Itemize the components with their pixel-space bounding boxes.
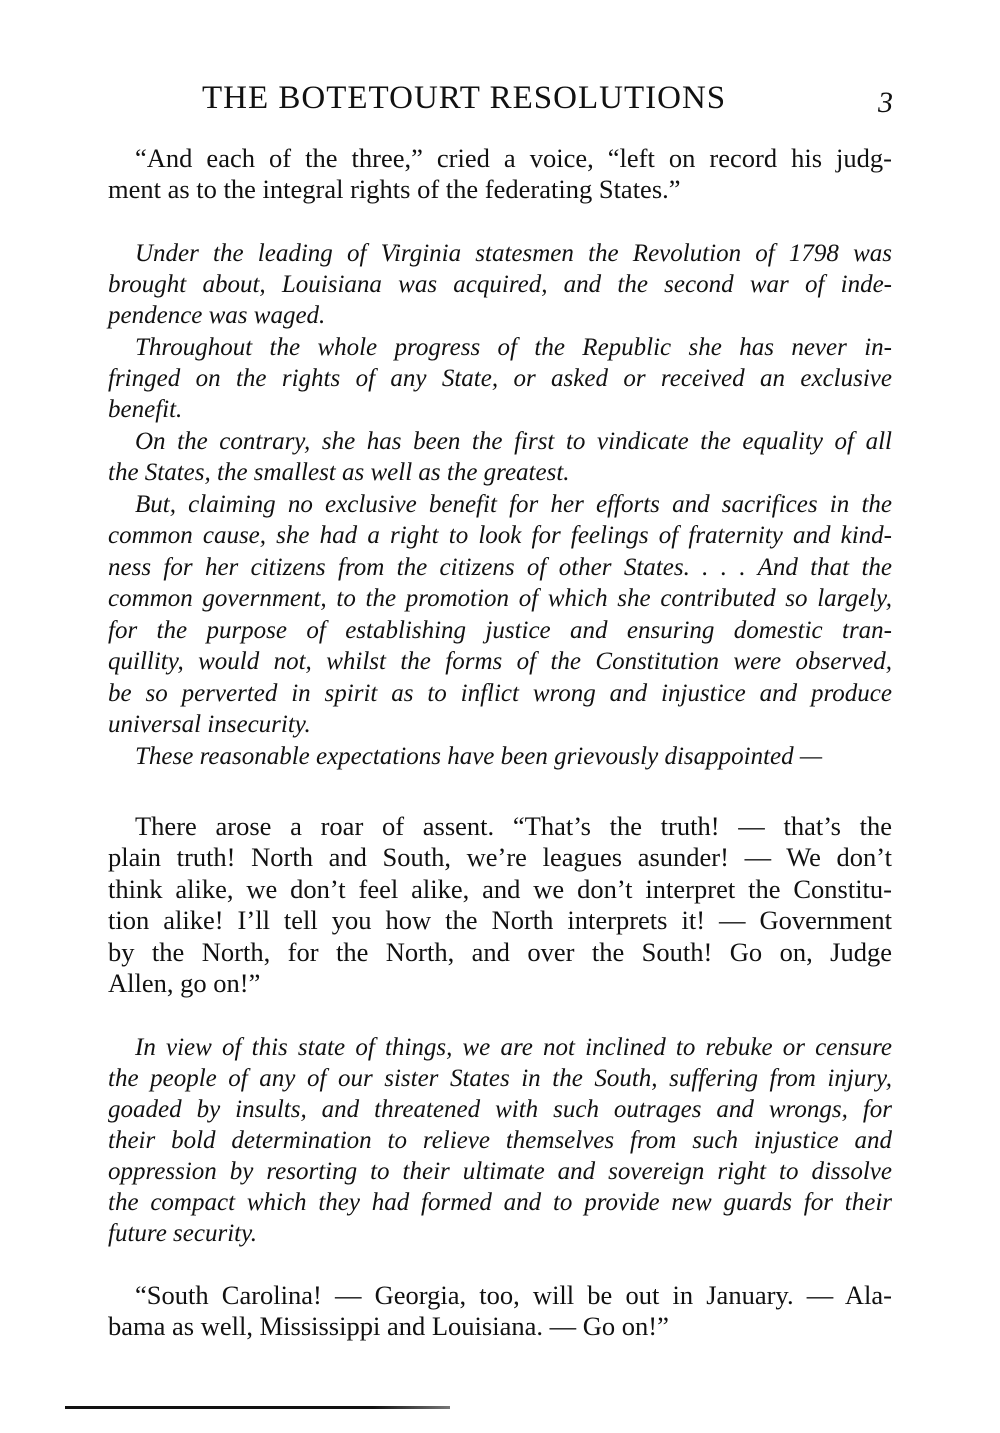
footnote-rule — [65, 1406, 450, 1409]
text-line: Under the leading of Virginia statesmen the Revolution of 1798 was — [135, 240, 892, 267]
running-head-title: THE BOTETOURT RESOLUTIONS — [202, 80, 727, 116]
text-line: universal insecurity. — [108, 711, 311, 738]
text-line: common cause, she had a right to look for feelings of fraternity and kind- — [108, 522, 892, 549]
text-line: In view of this state of things, we are not inclined to rebuke or censure — [135, 1034, 892, 1061]
text-line: ment as to the integral rights of the federating States.” — [108, 174, 681, 204]
page-number: 3 — [878, 86, 894, 119]
text-line: But, claiming no exclusive benefit for her efforts and sacrifices in the — [135, 491, 892, 518]
text-line: Allen, go on!” — [108, 968, 261, 998]
text-line: think alike, we don’t feel alike, and we don’t interpret the Constitu- — [108, 874, 892, 904]
text-line: bama as well, Mississippi and Louisiana. — Go on!” — [108, 1311, 669, 1341]
text-line: pendence was waged. — [108, 302, 326, 329]
text-line: On the contrary, she has been the first to vindicate the equality of all — [135, 428, 892, 455]
text-line: the people of any of our sister States in the South, suffering from injury, — [108, 1065, 892, 1092]
text-line: common government, to the promotion of which she contributed so largely, — [108, 585, 892, 612]
text-line: There arose a roar of assent. “That’s the truth! — that’s the — [135, 811, 892, 841]
text-line: be so perverted in spirit as to inflict wrong and injustice and produce — [108, 680, 892, 707]
text-line: plain truth! North and South, we’re leagues asunder! — We don’t — [108, 842, 892, 872]
text-line: the compact which they had formed and to provide new guards for their — [108, 1189, 892, 1216]
text-line: quillity, would not, whilst the forms of the Constitution were observed, — [108, 648, 892, 675]
text-line: fringed on the rights of any State, or asked or received an exclusive — [108, 365, 892, 392]
text-line: “South Carolina! — Georgia, too, will be out in January. — Ala- — [135, 1280, 892, 1310]
text-line: the States, the smallest as well as the greatest. — [108, 459, 570, 486]
text-line: These reasonable expectations have been grievously disappointed — — [135, 743, 823, 770]
text-line: ness for her citizens from the citizens of other States. . . . And that the — [108, 554, 892, 581]
text-line: oppression by resorting to their ultimate and sovereign right to dissolve — [108, 1158, 892, 1185]
text-line: benefit. — [108, 396, 183, 423]
text-line: brought about, Louisiana was acquired, and the second war of inde- — [108, 271, 892, 298]
text-line: Throughout the whole progress of the Republic she has never in- — [135, 334, 892, 361]
text-line: future security. — [108, 1220, 258, 1247]
text-line: tion alike! I’ll tell you how the North interprets it! — Government — [108, 905, 892, 935]
text-line: their bold determination to relieve themselves from such injustice and — [108, 1127, 892, 1154]
text-line: goaded by insults, and threatened with such outrages and wrongs, for — [108, 1096, 892, 1123]
text-line: for the purpose of establishing justice and ensuring domestic tran- — [108, 617, 892, 644]
text-line: by the North, for the North, and over the South! Go on, Judge — [108, 937, 892, 967]
text-line: “And each of the three,” cried a voice, “left on record his judg- — [135, 143, 892, 173]
